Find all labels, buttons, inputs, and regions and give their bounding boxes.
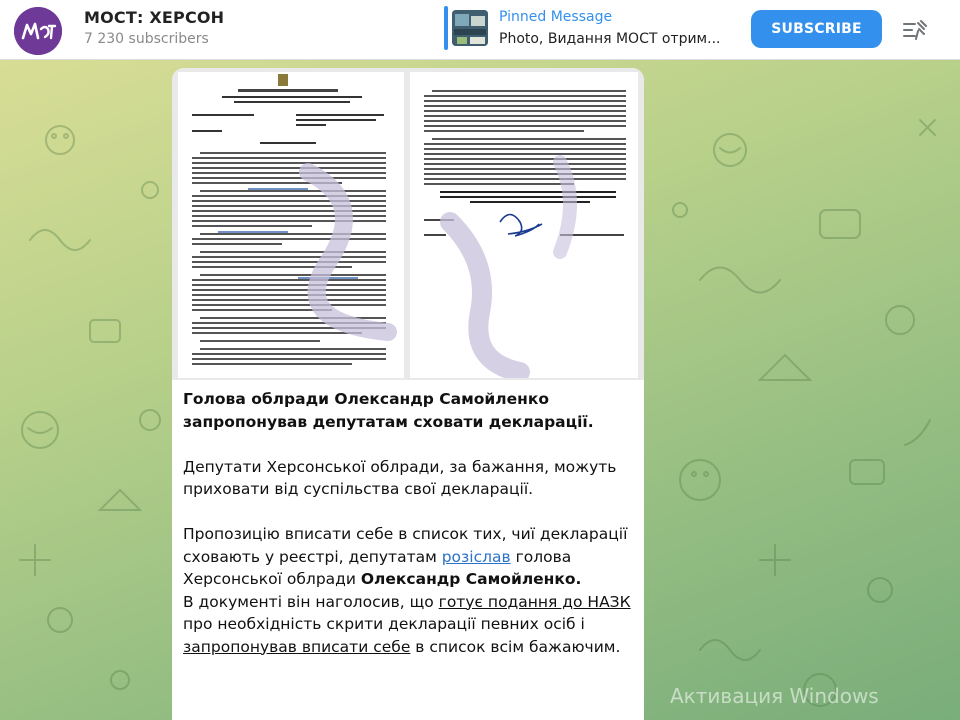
document-photo[interactable] xyxy=(172,68,644,380)
post-paragraph-3: В документі він наголосив, що готує подання до НАЗК про необхідність скрити декларації певних осіб і запропонував вписати себе в список всім бажаючим. xyxy=(183,592,631,656)
channel-title[interactable]: МОСТ: ХЕРСОН xyxy=(84,8,225,27)
pinned-message-title[interactable]: Pinned Message xyxy=(499,9,613,25)
link-zaproponuvav[interactable]: запропонував вписати себе xyxy=(183,637,411,656)
post-paragraph-2: Пропозицію вписати себе в список тих, чиї декларації сховають у реєстрі, депутатам розіслав голова Херсонської облради Олександр Самойленко. xyxy=(183,525,628,588)
pinned-indicator xyxy=(444,6,448,50)
subscriber-count: 7 230 subscribers xyxy=(84,31,209,47)
document-page-left xyxy=(178,72,404,378)
link-rozislav[interactable]: розіслав xyxy=(441,547,511,566)
document-page-right xyxy=(410,72,638,378)
channel-post xyxy=(172,68,644,720)
link-podannya-nazk[interactable]: готує подання до НАЗК xyxy=(438,592,631,611)
most-logo-icon xyxy=(14,7,62,55)
channel-header xyxy=(0,0,960,60)
post-text xyxy=(183,388,635,658)
windows-activation-watermark: Активация Windows xyxy=(670,684,879,708)
subscribe-button[interactable]: SUBSCRIBE xyxy=(751,10,882,48)
post-headline: Голова облради Олександр Самойленко запропонував депутатам сховати декларації. xyxy=(183,390,594,431)
list-unpin-icon xyxy=(901,17,927,43)
pinned-message-text[interactable]: Photo, Видання МОСТ отрим... xyxy=(499,31,721,47)
pinned-thumbnail[interactable] xyxy=(452,10,488,46)
pinned-list-button[interactable] xyxy=(898,14,930,46)
post-paragraph-1: Депутати Херсонської облради, за бажання, можуть приховати від суспільства свої декларації. xyxy=(183,457,617,498)
channel-avatar[interactable] xyxy=(14,7,62,55)
